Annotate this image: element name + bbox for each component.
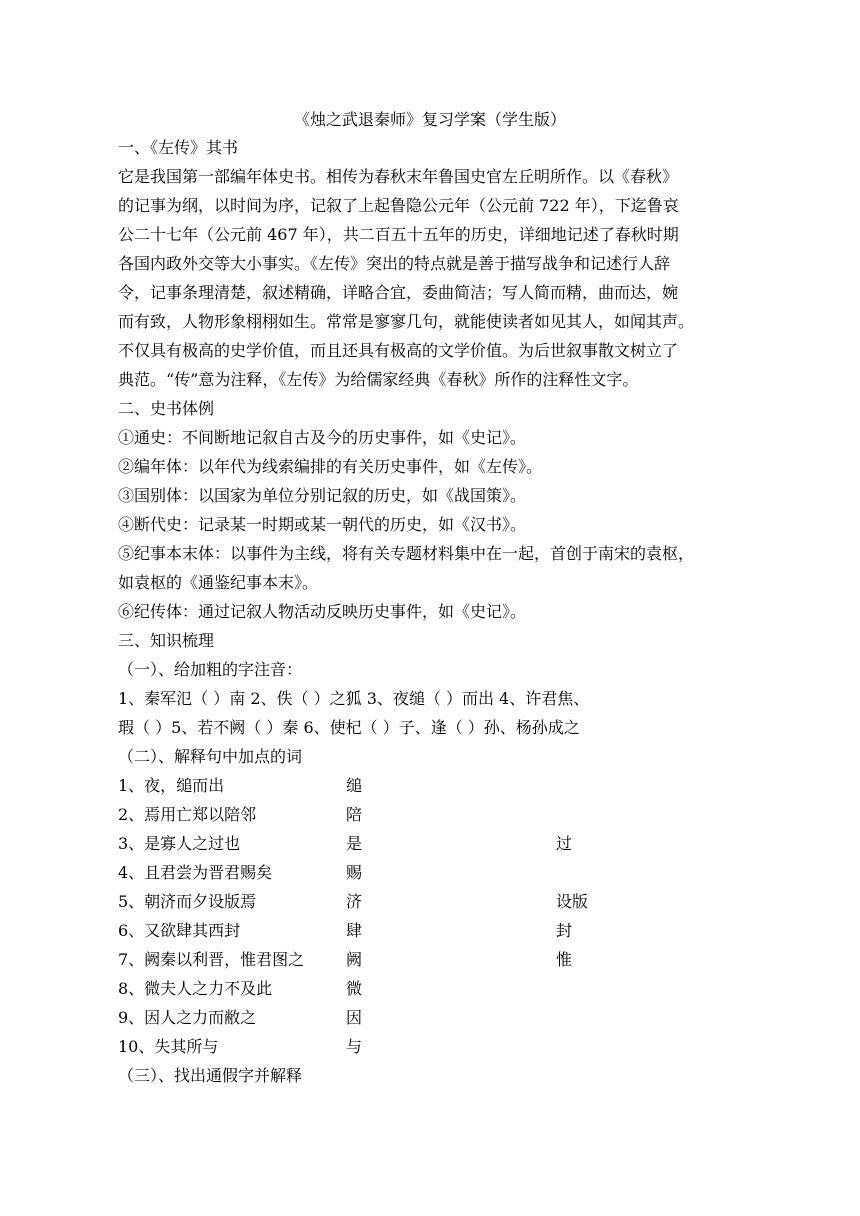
exercise-sentence: 6、又欲肆其西封 [118, 921, 241, 940]
section3-heading: 三、知识梳理 [118, 631, 215, 650]
exercise-word: 因 [346, 1008, 363, 1027]
exercise-sentence: 10、失其所与 [118, 1037, 219, 1056]
exercise-sentence: 5、朝济而夕设版焉 [118, 892, 257, 911]
paragraph-line: 的记事为纲，以时间为序，记叙了上起鲁隐公元年（公元前 722 年），下迄鲁哀 [118, 196, 679, 215]
exercise-sentence: 3、是寡人之过也 [118, 834, 241, 853]
part1-heading: （一）、给加粗的字注音： [118, 660, 303, 679]
exercise-word-secondary: 惟 [556, 950, 573, 969]
part3-heading: （三）、找出通假字并解释 [118, 1066, 303, 1085]
list-item: ⑥纪传体：通过记叙人物活动反映历史事件，如《史记》。 [118, 602, 527, 621]
exercise-sentence: 7、阙秦以利晋，惟君图之 [118, 950, 305, 969]
phonetic-exercise-line: 1、秦军氾（ ）南 2、佚（ ）之狐 3、夜缒（ ）而出 4、许君焦、 [118, 689, 590, 708]
exercise-word: 是 [346, 834, 363, 853]
exercise-word-secondary: 封 [556, 921, 573, 940]
exercise-sentence: 1、夜，缒而出 [118, 776, 225, 795]
paragraph-line: 而有致，人物形象栩栩如生。常常是寥寥几句，就能使读者如见其人，如闻其声。 [118, 312, 695, 331]
list-item: 如袁枢的《通鉴纪事本末》。 [118, 573, 319, 592]
list-item: ③国别体：以国家为单位分别记叙的历史，如《战国策》。 [118, 486, 527, 505]
list-item: ⑤纪事本末体：以事件为主线，将有关专题材料集中在一起，首创于南宋的袁枢， [118, 544, 695, 563]
paragraph-line: 典范。“传”意为注释，《左传》为给儒家经典《春秋》所作的注释性文字。 [118, 370, 639, 389]
paragraph-line: 各国内政外交等大小事实。《左传》突出的特点就是善于描写战争和记述行人辞 [118, 254, 671, 273]
section1-heading: 一、《左传》其书 [118, 138, 239, 157]
paragraph-line: 公二十七年（公元前 467 年），共二百五十五年的历史，详细地记述了春秋时期 [118, 225, 679, 244]
paragraph-line: 不仅具有极高的史学价值，而且还具有极高的文学价值。为后世叙事散文树立了 [118, 341, 679, 360]
exercise-sentence: 4、且君尝为晋君赐矣 [118, 863, 273, 882]
list-item: ②编年体：以年代为线索编排的有关历史事件，如《左传》。 [118, 457, 543, 476]
exercise-word: 济 [346, 892, 363, 911]
exercise-sentence: 8、微夫人之力不及此 [118, 979, 273, 998]
paragraph-line: 它是我国第一部编年体史书。相传为春秋末年鲁国史官左丘明所作。以《春秋》 [118, 167, 679, 186]
exercise-sentence: 2、焉用亡郑以陪邻 [118, 805, 257, 824]
exercise-sentence: 9、因人之力而敝之 [118, 1008, 257, 1027]
exercise-word: 与 [346, 1037, 363, 1056]
list-item: ①通史：不间断地记叙自古及今的历史事件，如《史记》。 [118, 428, 527, 447]
phonetic-exercise-line: 瑕（ ）5、若不阙（ ）秦 6、使杞（ ）子、逢（ ）孙、杨孙成之 [118, 718, 580, 737]
exercise-word: 缒 [346, 776, 363, 795]
paragraph-line: 令，记事条理清楚，叙述精确，详略合宜，委曲简洁；写人简而精，曲而达，婉 [118, 283, 679, 302]
exercise-word: 赐 [346, 863, 363, 882]
part2-heading: （二）、解释句中加点的词 [118, 747, 303, 766]
exercise-word: 肆 [346, 921, 363, 940]
exercise-word-secondary: 设版 [556, 892, 589, 911]
list-item: ④断代史：记录某一时期或某一朝代的历史，如《汉书》。 [118, 515, 527, 534]
document-title: 《烛之武退秦师》复习学案（学生版） [293, 110, 566, 129]
exercise-word-secondary: 过 [556, 834, 573, 853]
section2-heading: 二、史书体例 [118, 399, 215, 418]
exercise-word: 陪 [346, 805, 363, 824]
exercise-word: 微 [346, 979, 363, 998]
exercise-word: 阙 [346, 950, 363, 969]
